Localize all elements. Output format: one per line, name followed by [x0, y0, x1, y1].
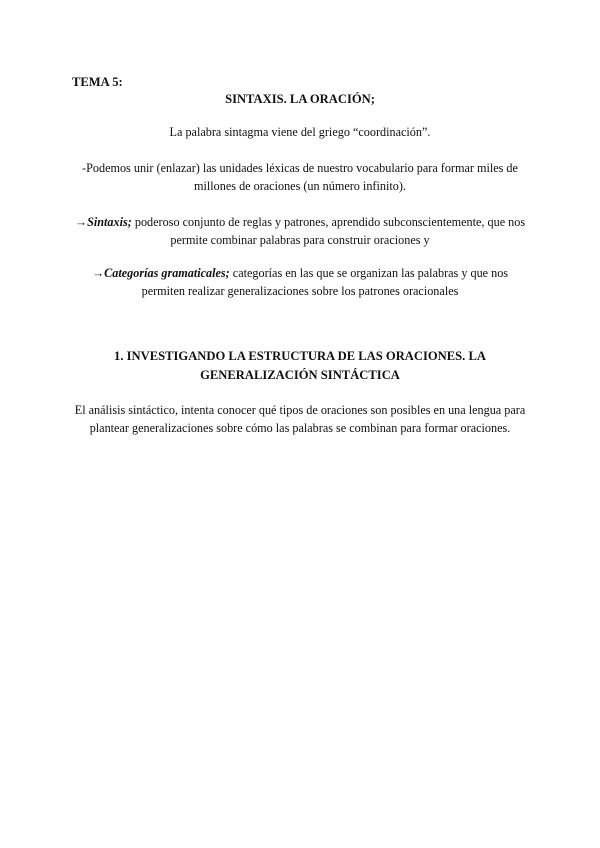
paragraph-categorias-definition: [80, 264, 520, 300]
paragraph-sintaxis-definition: [70, 213, 530, 249]
sintaxis-definition-text: poderoso conjunto de reglas y patrones, aprendido subconscientemente, que nos permite combinar palabras para construir oraciones y: [131, 215, 526, 247]
sintaxis-term: →Sintaxis;: [74, 215, 132, 229]
categorias-definition-text: categorías en las que se organizan las palabras y que nos permiten realizar generalizaciones sobre los patrones oracionales: [141, 266, 509, 298]
paragraph-syntactic-analysis: El análisis sintáctico, intenta conocer qué tipos de oraciones son posibles en una lengua para plantear generalizaciones sobre cómo las palabras se combinan para formar oraciones.: [74, 403, 526, 435]
paragraph-etymology: La palabra sintagma viene del griego “coordinación”.: [169, 125, 431, 139]
section-heading: 1. INVESTIGANDO LA ESTRUCTURA DE LAS ORACIONES. LA GENERALIZACIÓN SINTÁCTICA: [114, 349, 486, 382]
categorias-term: →Categorías gramaticales;: [91, 266, 230, 280]
page-title: SINTAXIS. LA ORACIÓN;: [225, 92, 375, 106]
topic-number: TEMA 5:: [72, 75, 123, 89]
paragraph-lexical-units: -Podemos unir (enlazar) las unidades léxicas de nuestro vocabulario para formar miles de millones de oraciones (un número infinito).: [82, 161, 518, 193]
